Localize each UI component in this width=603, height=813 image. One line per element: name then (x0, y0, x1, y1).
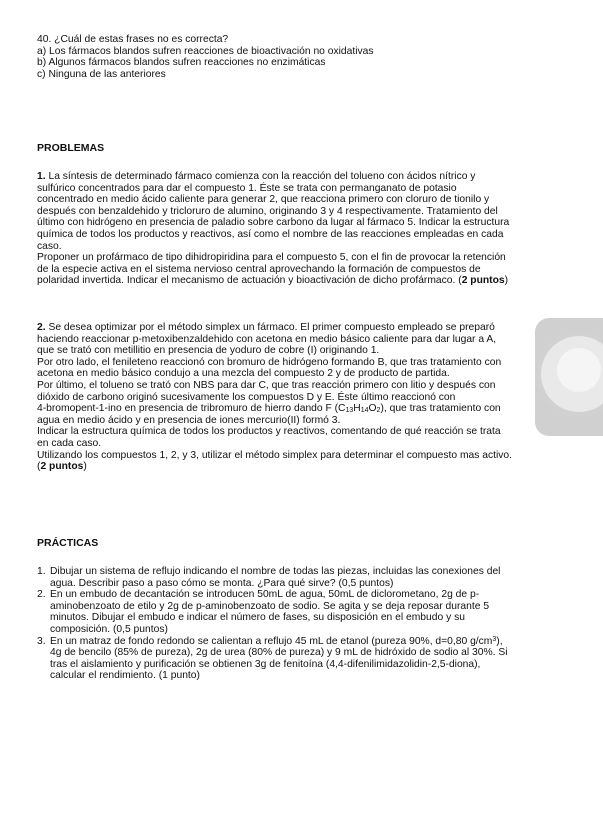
practicas-list (37, 566, 577, 682)
problem-1-points: 2 puntos (461, 275, 505, 287)
assistive-ring-icon (541, 336, 603, 412)
problem-1-line-10: polaridad invertida. Indicar el mecanismo de actuación y bioactivación de dicho profármaco. ( (37, 275, 462, 287)
problem-1-line-7: caso. (37, 240, 62, 252)
problem-2-number: 2. (37, 322, 46, 333)
formula-h-subscript: 14 (360, 407, 369, 415)
practica-2-line-2: aminobenzoato de etilo y 2g de p-aminobenzoato de sodio. Se agita y se deja reposar durante 5 (50, 600, 490, 612)
practica-3-line-1-end: ), (496, 635, 503, 647)
problem-2-line-12: Utilizando los compuestos 1, 2, y 3, utilizar el método simplex para determinar el compuesto mas activo. (37, 449, 513, 461)
problem-1-line-1: La síntesis de determinado fármaco comienza con la reacción del tolueno con ácidos nítrico y (48, 171, 476, 182)
practica-2-line-1: En un embudo de decantación se introducen 50mL de agua, 50mL de diclorometano, 2g de p- (50, 589, 480, 601)
question-40 (37, 34, 570, 80)
problem-2-line-7: dióxido de carbono originó sucesivamente los compuestos D y E. Éste último reaccionó con (37, 391, 456, 403)
problem-1-points-close: ) (504, 275, 509, 287)
practica-3-line-2: 4g de bencilo (85% de pureza), 2g de urea (80% de pureza) y 9 mL de hidróxido de sodio al 30%. Si (50, 647, 508, 659)
problem-2-line-4: Por otro lado, el fenileteno reaccionó con bromuro de hidrógeno formando B, que tras tratamiento con (37, 356, 502, 368)
formula-o-label: O (368, 403, 377, 415)
problem-2-line-10: Indicar la estructura química de todos los productos y reactivos, comentando de qué reacción se trata (37, 426, 501, 438)
problem-2 (37, 322, 570, 473)
problem-2-line-8-start: 4-bromopent-1-ino en presencia de tribromuro de hierro dando F (C (37, 403, 346, 415)
practica-3-line-1 (50, 636, 577, 648)
problem-1-line-5: último con hidrógeno en presencia de paladio sobre carbono da lugar al fármaco 5. Indicar la estructura (37, 217, 510, 229)
practica-3 (37, 636, 577, 682)
practicas-heading: PRÁCTICAS (37, 537, 99, 549)
problem-1-line-8: Proponer un profármaco de tipo dihidropiridina para el compuesto 5, con el fin de provocar la retención (37, 252, 506, 264)
problemas-heading: PROBLEMAS (37, 142, 105, 154)
problem-2-line-3: que se trató con metillitio en presencia de yoduro de cobre (I) originando 1. (37, 345, 380, 357)
problem-2-points-open: ( (37, 461, 41, 473)
problem-2-line-11: en cada caso. (37, 437, 102, 449)
practica-1-number: 1. (37, 566, 46, 577)
problem-2-points: 2 puntos (40, 461, 84, 473)
problem-1-line-2: sulfúrico concentrados para dar el compuesto 1. Éste se trata con permanganato de potasio (37, 182, 457, 194)
formula-h-label: H (353, 403, 361, 415)
practica-3-line-4: calcular el rendimiento. (1 punto) (50, 670, 200, 682)
formula-o-subscript: 2 (376, 407, 381, 415)
problem-1-line-6: química de todos los productos y reactivos, así como el nombre de las reacciones empleadas en cada (37, 228, 504, 240)
practica-1-line-1: Dibujar un sistema de reflujo indicando el nombre de todas las piezas, incluidas las conexiones del (50, 566, 501, 577)
practica-1-line-2: agua. Describir paso a paso cómo se monta. ¿Para qué sirve? (0,5 puntos) (50, 577, 394, 589)
problem-1 (37, 171, 570, 287)
practica-2 (37, 589, 577, 635)
practica-2-line-4: composición. (0,5 puntos) (50, 623, 168, 635)
problem-2-line-1: Se desea optimizar por el método simplex un fármaco. El primer compuesto empleado se preparó (48, 322, 495, 333)
problem-2-line-8 (37, 403, 570, 415)
practica-1 (37, 566, 577, 589)
floating-assistive-button[interactable] (535, 318, 603, 436)
problem-1-line-3: concentrado en medio ácido caliente para generar 2, que reacciona primero con cloruro de tionilo y (37, 194, 490, 206)
problem-2-points-close: ) (83, 461, 87, 473)
problem-2-line-8-end: ), que tras tratamiento con (380, 403, 501, 415)
practica-2-line-3: minutos. Dibujar el embudo e indicar el número de fases, su disposición en el embudo y su (50, 612, 465, 624)
assistive-inner-circle (557, 348, 601, 392)
problem-1-line-9: de la especie activa en el sistema nervioso central aprovechando la formación de compuestos de (37, 263, 481, 275)
question-40-title: 40. ¿Cuál de estas frases no es correcta? (37, 34, 229, 45)
problem-2-line-9: agua en medio ácido y en presencia de iones mercurio(II) formó 3. (37, 414, 341, 426)
practica-3-line-1-start: En un matraz de fondo redondo se calientan a reflujo 45 mL de etanol (pureza 90%, d=0,80 g/cm (50, 635, 493, 647)
problem-1-line-4: después con benzaldehido y tricloruro de alumino, originando 3 y 4 respectivamente. Tratamiento del (37, 205, 498, 217)
question-40-option-b: b) Algunos fármacos blandos sufren reacciones no enzimáticas (37, 57, 326, 69)
cm3-superscript: 3 (492, 635, 497, 643)
practica-3-line-3: tras el aislamiento y purificación se obtienen 3g de fenitoína (4,4-difenilimidazolidin-2,5-diona), (50, 658, 481, 670)
practica-2-number: 2. (37, 589, 46, 601)
problem-2-line-2: haciendo reaccionar p-metoxibenzaldehido con acetona en medio básico caliente para dar lugar a A, (37, 333, 497, 345)
practica-3-number: 3. (37, 635, 46, 647)
problem-1-number: 1. (37, 171, 46, 182)
problem-2-line-6: Por último, el tolueno se trató con NBS para dar C, que tras reacción primero con litio y después con (37, 379, 496, 391)
question-40-option-c: c) Ninguna de las anteriores (37, 68, 166, 80)
formula-c-subscript: 13 (345, 407, 354, 415)
problem-2-line-5: acetona en medio básico condujo a una mezcla del compuesto 2 y de producto de partida. (37, 368, 450, 380)
question-40-option-a: a) Los fármacos blandos sufren reacciones de bioactivación no oxidativas (37, 45, 374, 57)
